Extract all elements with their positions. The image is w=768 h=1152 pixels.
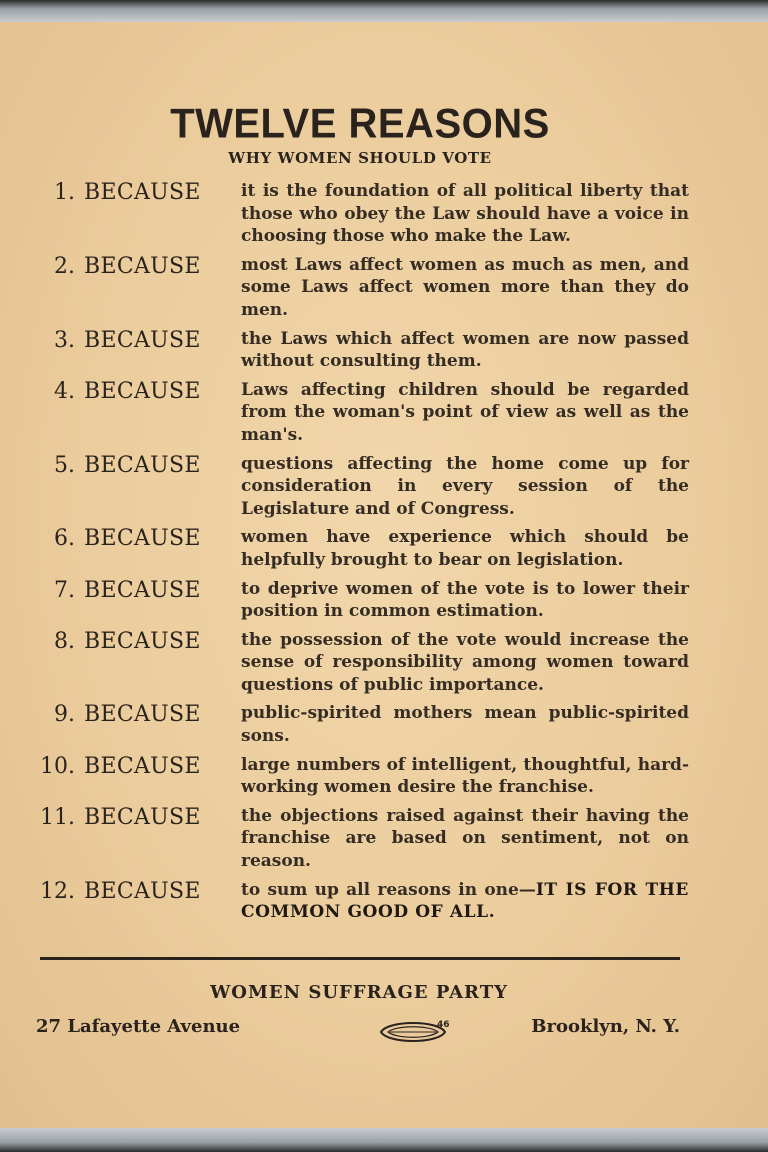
reason-text: to deprive women of the vote is to lower their position in common estimation. bbox=[241, 578, 689, 622]
reason-keyword: BECAUSE bbox=[84, 577, 201, 603]
reason-keyword: BECAUSE bbox=[84, 628, 201, 654]
reason-text: large numbers of intelligent, thoughtful, hard-working women desire the franchise. bbox=[241, 754, 689, 798]
city-state: Brooklyn, N. Y. bbox=[531, 1016, 680, 1037]
reason-text: questions affecting the home come up for consideration in every session of the Legislature and of Congress. bbox=[241, 453, 689, 519]
reason-number: 9. bbox=[54, 702, 75, 728]
reason-keyword: BECAUSE bbox=[84, 452, 201, 478]
reason-text bbox=[241, 879, 689, 924]
union-label-number: 46 bbox=[437, 1020, 450, 1030]
reason-number: 6. bbox=[54, 526, 75, 552]
reason-item bbox=[0, 805, 768, 873]
reason-item bbox=[0, 453, 768, 521]
reason-text: it is the foundation of all political liberty that those who obey the Law should have a voice in choosing those who make the Law. bbox=[241, 181, 689, 247]
reason-text: Laws affecting children should be regarded from the woman's point of view as well as the man's. bbox=[241, 379, 689, 445]
reason-emphasis: IT IS FOR THE COMMON GOOD OF ALL. bbox=[241, 879, 689, 923]
reason-item bbox=[0, 180, 768, 248]
street-address: 27 Lafayette Avenue bbox=[36, 1016, 241, 1037]
reason-text: the Laws which affect women are now passed without consulting them. bbox=[241, 328, 689, 372]
broadside-sheet bbox=[0, 22, 768, 1128]
scan-edge-top bbox=[0, 0, 768, 22]
page-title: TWELVE REASONS bbox=[170, 100, 550, 148]
reason-number: 1. bbox=[54, 180, 75, 205]
reason-text-lead: to sum up all reasons in one— bbox=[241, 879, 536, 900]
reason-keyword: BECAUSE bbox=[84, 327, 201, 353]
reason-number: 11. bbox=[40, 804, 75, 830]
reason-number: 3. bbox=[54, 327, 75, 353]
reason-item bbox=[0, 328, 768, 373]
reason-item bbox=[0, 254, 768, 322]
reason-keyword: BECAUSE bbox=[84, 180, 201, 205]
reason-keyword: BECAUSE bbox=[84, 753, 201, 779]
footer-divider bbox=[40, 957, 680, 960]
reason-item bbox=[0, 578, 768, 623]
reason-number: 5. bbox=[54, 452, 75, 478]
reason-text: the possession of the vote would increase the sense of responsibility among women toward questions of public importance. bbox=[241, 629, 689, 695]
reason-keyword: BECAUSE bbox=[84, 804, 201, 830]
union-label-icon bbox=[376, 1017, 450, 1047]
reasons-list bbox=[0, 180, 768, 930]
reason-text: most Laws affect women as much as men, and some Laws affect women more than they do men. bbox=[241, 254, 689, 320]
reason-text: the objections raised against their having the franchise are based on sentiment, not on reason. bbox=[241, 805, 689, 872]
reason-item bbox=[0, 754, 768, 799]
reason-text: women have experience which should be helpfully brought to bear on legislation. bbox=[241, 527, 689, 570]
reason-text: public-spirited mothers mean public-spirited sons. bbox=[241, 703, 689, 747]
reason-keyword: BECAUSE bbox=[84, 878, 201, 904]
organization-name: WOMEN SUFFRAGE PARTY bbox=[210, 982, 508, 1003]
reason-number: 12. bbox=[40, 878, 75, 904]
reason-number: 8. bbox=[54, 628, 75, 654]
reason-keyword: BECAUSE bbox=[84, 702, 201, 728]
reason-number: 2. bbox=[54, 253, 75, 279]
reason-number: 10. bbox=[40, 753, 75, 779]
reason-keyword: BECAUSE bbox=[84, 253, 201, 279]
reason-keyword: BECAUSE bbox=[84, 526, 201, 552]
scan-edge-bottom bbox=[0, 1128, 768, 1152]
reason-keyword: BECAUSE bbox=[84, 378, 201, 404]
reason-item bbox=[0, 379, 768, 447]
reason-item bbox=[0, 629, 768, 697]
reason-number: 7. bbox=[54, 577, 75, 603]
reason-item bbox=[0, 526, 768, 571]
reason-number: 4. bbox=[54, 378, 75, 404]
reason-item bbox=[0, 879, 768, 924]
reason-item bbox=[0, 702, 768, 747]
page-subtitle: WHY WOMEN SHOULD VOTE bbox=[228, 149, 492, 167]
